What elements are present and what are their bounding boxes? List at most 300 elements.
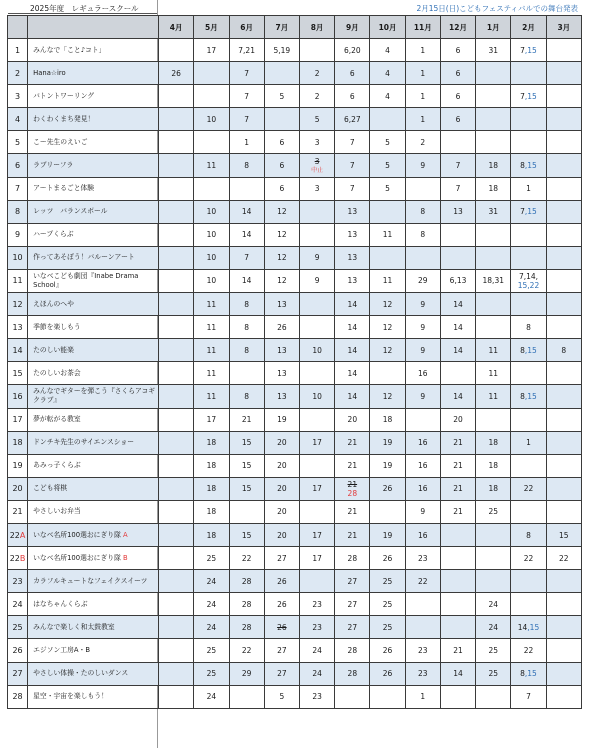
date-cell: 7,14, 15,22 [511,269,546,292]
row-number: 21 [8,500,28,523]
school-name: はなちゃんくらぶ [28,593,159,616]
date-cell [159,269,194,292]
document-title: 2025年度 レギュラースクール [30,4,139,13]
date-cell: 26 [370,662,405,685]
date-cell [159,200,194,223]
date-cell: 27 [264,547,299,570]
date-cell: 11 [476,362,511,385]
date-cell: 22 [511,639,546,662]
school-name: みんなで「こと♪コト」 [28,39,159,62]
row-number: 12 [8,293,28,316]
date-cell: 25 [194,639,229,662]
date-cell: 25 [370,593,405,616]
date-cell: 21 [440,500,475,523]
row-number: 1 [8,39,28,62]
date-cell: 13 [335,200,370,223]
table-row [8,570,582,593]
date-cell [194,85,229,108]
date-cell [546,685,581,708]
date-cell: 14 [335,316,370,339]
date-cell: 12 [370,385,405,408]
date-cell: 16 [405,454,440,477]
month-header: 5月 [194,16,229,39]
school-name: みんなで楽しく和太鼓教室 [28,616,159,639]
date-cell: 17 [194,408,229,431]
table-row [8,500,582,523]
date-cell: 25 [194,662,229,685]
date-cell: 17 [299,523,334,546]
date-cell [299,408,334,431]
date-cell [476,108,511,131]
date-cell [299,500,334,523]
date-cell [546,431,581,454]
date-cell [546,85,581,108]
date-cell: 18 [476,154,511,177]
row-number: 9 [8,223,28,246]
month-header: 10月 [370,16,405,39]
table-row [8,269,582,292]
table-row [8,85,582,108]
date-cell [159,523,194,546]
date-cell [159,293,194,316]
row-number: 20 [8,477,28,500]
date-cell [546,477,581,500]
date-cell: 26 [370,477,405,500]
table-row [8,547,582,570]
date-cell: 6 [440,62,475,85]
row-number: 28 [8,685,28,708]
table-row [8,639,582,662]
row-number: 13 [8,316,28,339]
date-cell: 8 [511,316,546,339]
date-cell [511,408,546,431]
row-number: 23 [8,570,28,593]
date-cell: 6 [440,108,475,131]
school-name: 夢が転がる教室 [28,408,159,431]
date-cell [440,547,475,570]
date-cell: 20 [264,477,299,500]
row-number: 15 [8,362,28,385]
date-cell: 20 [335,408,370,431]
row-number: 16 [8,385,28,408]
date-cell: 11 [194,385,229,408]
date-cell: 7 [229,62,264,85]
date-cell: 4 [370,85,405,108]
date-cell [546,500,581,523]
date-cell [229,500,264,523]
date-cell: 1 [511,431,546,454]
date-cell [194,177,229,200]
date-cell [299,454,334,477]
date-cell [194,62,229,85]
date-cell [511,62,546,85]
date-cell [476,85,511,108]
date-cell [440,362,475,385]
date-cell [370,500,405,523]
school-name: バトントワーリング [28,85,159,108]
table-row [8,108,582,131]
date-cell [546,223,581,246]
date-cell [229,362,264,385]
date-cell [370,108,405,131]
date-cell: 24 [476,593,511,616]
date-cell: 20 [264,431,299,454]
date-cell: 11 [194,154,229,177]
date-cell [546,293,581,316]
date-cell: 17 [299,477,334,500]
date-cell: 5 [264,685,299,708]
date-cell: 24 [299,662,334,685]
date-cell [511,293,546,316]
schedule-table [7,15,582,709]
date-cell: 19 [370,454,405,477]
row-number: 5 [8,131,28,154]
date-cell: 18 [476,477,511,500]
date-cell: 12 [370,293,405,316]
date-cell: 25 [476,500,511,523]
date-cell [159,685,194,708]
date-cell [476,293,511,316]
row-number: 18 [8,431,28,454]
school-name: たのしい能楽 [28,339,159,362]
date-cell: 21 [440,477,475,500]
date-cell: 26 [370,639,405,662]
school-name: わくわくまち発見！ [28,108,159,131]
date-cell: 14 [440,339,475,362]
table-row [8,293,582,316]
date-cell: 5,19 [264,39,299,62]
date-cell [159,246,194,269]
date-cell [546,200,581,223]
date-cell: 7 [511,685,546,708]
date-cell: 13 [440,200,475,223]
date-cell [405,616,440,639]
date-cell: 11 [194,293,229,316]
date-cell [546,177,581,200]
date-cell [546,454,581,477]
date-cell: 25 [194,547,229,570]
date-cell [476,685,511,708]
table-row [8,408,582,431]
date-cell: 7 [335,177,370,200]
date-cell: 8 [546,339,581,362]
date-cell [159,316,194,339]
date-cell [299,223,334,246]
date-cell: 7,15 [511,200,546,223]
date-cell: 28 [229,570,264,593]
date-cell [264,108,299,131]
date-cell: 7,15 [511,85,546,108]
date-cell: 11 [194,362,229,385]
date-cell: 28 [335,547,370,570]
date-cell: 20 [264,523,299,546]
school-name: カラフルキュートなフェイクスイーツ [28,570,159,593]
date-cell [370,685,405,708]
date-cell: 8 [405,200,440,223]
date-cell: 24 [194,593,229,616]
date-cell [299,200,334,223]
header-row [8,16,582,39]
row-number: 8 [8,200,28,223]
date-cell [476,316,511,339]
date-cell: 12 [264,200,299,223]
date-cell [159,362,194,385]
date-cell: 29 [229,662,264,685]
date-cell: 7,21 [229,39,264,62]
date-cell: 26 [264,593,299,616]
date-cell: 14 [229,223,264,246]
date-cell: 28 [229,593,264,616]
date-cell: 15 [546,523,581,546]
school-name: みんなでギターを弾こう『さくらアコギクラブ』 [28,385,159,408]
school-name: エジソン工房A・B [28,639,159,662]
date-cell: 6,27 [335,108,370,131]
date-cell: 10 [194,269,229,292]
date-cell [511,570,546,593]
date-cell: 19 [264,408,299,431]
row-number: 24 [8,593,28,616]
date-cell: 29 [405,269,440,292]
date-cell: 12 [370,339,405,362]
date-cell: 12 [264,223,299,246]
table-row [8,223,582,246]
date-cell [511,223,546,246]
date-cell [370,246,405,269]
date-cell: 7 [440,154,475,177]
school-name: 作ってあそぼう！バルーンアート [28,246,159,269]
date-cell [194,131,229,154]
table-row [8,200,582,223]
date-cell [405,177,440,200]
date-cell [476,523,511,546]
date-cell: 5 [264,85,299,108]
school-name: あみっ子くらぶ [28,454,159,477]
date-cell: 1 [405,85,440,108]
date-cell: 1 [405,39,440,62]
date-cell [511,500,546,523]
date-cell: 14,15 [511,616,546,639]
date-cell: 23 [405,547,440,570]
date-cell [440,593,475,616]
date-cell: 10 [194,200,229,223]
date-cell: 12 [264,246,299,269]
table-row [8,316,582,339]
date-cell [405,593,440,616]
date-cell: 21 [335,523,370,546]
date-cell: 5 [370,131,405,154]
date-cell: 1 [405,108,440,131]
date-cell: 25 [370,570,405,593]
date-cell: 11 [476,385,511,408]
header-num [8,16,28,39]
row-number: 22A [8,523,28,546]
date-cell [159,639,194,662]
date-cell [546,362,581,385]
date-cell: 23 [299,593,334,616]
date-cell: 1 [229,131,264,154]
school-name: やさしいお弁当 [28,500,159,523]
date-cell: 9 [405,154,440,177]
date-cell [159,570,194,593]
table-row [8,177,582,200]
date-cell [159,500,194,523]
date-cell: 15 [229,431,264,454]
month-header: 11月 [405,16,440,39]
date-cell [335,685,370,708]
date-cell [511,246,546,269]
month-header: 9月 [335,16,370,39]
date-cell [440,223,475,246]
date-cell: 20 [264,454,299,477]
date-cell [546,62,581,85]
date-cell [405,246,440,269]
date-cell: 1 [405,62,440,85]
school-name: 星空・宇宙を楽しもう！ [28,685,159,708]
date-cell: 5 [370,177,405,200]
date-cell: 25 [476,662,511,685]
date-cell: 8,15 [511,154,546,177]
date-cell [546,154,581,177]
date-cell [159,85,194,108]
date-cell [511,108,546,131]
school-name: こども将棋 [28,477,159,500]
date-cell [159,593,194,616]
row-number: 6 [8,154,28,177]
date-cell: 25 [370,616,405,639]
date-cell [546,246,581,269]
date-cell: 14 [440,385,475,408]
school-name: えほんのへや [28,293,159,316]
month-header: 12月 [440,16,475,39]
date-cell: 23 [405,662,440,685]
school-name: Hana☆iro [28,62,159,85]
date-cell [299,293,334,316]
date-cell [370,200,405,223]
date-cell [159,339,194,362]
date-cell: 2 [299,62,334,85]
date-cell [159,177,194,200]
date-cell: 11 [476,339,511,362]
date-cell: 19 [370,431,405,454]
date-cell: 14 [440,293,475,316]
date-cell: 22 [405,570,440,593]
row-number: 2 [8,62,28,85]
date-cell: 11 [370,269,405,292]
date-cell: 6 [264,154,299,177]
date-cell: 6 [335,85,370,108]
date-cell: 31 [476,200,511,223]
table-row [8,523,582,546]
date-cell: 8 [229,385,264,408]
school-name: ハープくらぶ [28,223,159,246]
date-cell: 22 [511,477,546,500]
date-cell [159,454,194,477]
month-header: 3月 [546,16,581,39]
date-cell: 13 [264,362,299,385]
date-cell: 6 [440,85,475,108]
date-cell: 12 [370,316,405,339]
date-cell: 2 [299,85,334,108]
date-cell: 21 28 [335,477,370,500]
row-number: 14 [8,339,28,362]
table-row [8,431,582,454]
school-name: アートまるごと体験 [28,177,159,200]
date-cell: 9 [405,339,440,362]
date-cell: 15 [229,477,264,500]
date-cell: 24 [299,639,334,662]
school-name: 季節を楽しもう [28,316,159,339]
date-cell [264,62,299,85]
date-cell [546,269,581,292]
date-cell: 22 [511,547,546,570]
month-header: 4月 [159,16,194,39]
date-cell [229,685,264,708]
date-cell: 7 [335,154,370,177]
date-cell: 24 [194,570,229,593]
date-cell: 21 [335,500,370,523]
date-cell: 10 [194,223,229,246]
date-cell: 10 [299,385,334,408]
date-cell: 13 [264,385,299,408]
school-name: ラブリーフラ [28,154,159,177]
date-cell: 27 [264,639,299,662]
date-cell [159,154,194,177]
date-cell: 28 [335,639,370,662]
date-cell: 8 [229,293,264,316]
month-header: 2月 [511,16,546,39]
table-row [8,246,582,269]
date-cell: 10 [299,339,334,362]
date-cell: 19 [370,523,405,546]
date-cell: 25 [476,639,511,662]
date-cell: 14 [335,362,370,385]
month-header: 6月 [229,16,264,39]
date-cell: 11 [194,339,229,362]
date-cell [440,246,475,269]
date-cell: 8 [229,154,264,177]
date-cell: 18 [476,454,511,477]
school-name: いなべ名所100選おにぎり隊 A [28,523,159,546]
date-cell: 21 [440,454,475,477]
date-cell: 17 [299,547,334,570]
date-cell: 24 [476,616,511,639]
date-cell [546,131,581,154]
date-cell: 21 [440,431,475,454]
table-body [8,39,582,709]
date-cell [476,131,511,154]
table-row [8,62,582,85]
table-row [8,662,582,685]
date-cell [370,362,405,385]
date-cell: 28 [229,616,264,639]
date-cell [440,523,475,546]
date-cell [405,408,440,431]
date-cell: 20 [264,500,299,523]
date-cell: 28 [335,662,370,685]
date-cell: 14 [335,385,370,408]
date-cell: 7,15 [511,39,546,62]
date-cell: 13 [335,246,370,269]
date-cell [546,593,581,616]
date-cell [546,662,581,685]
date-cell [546,316,581,339]
date-cell [546,616,581,639]
date-cell: 6 [335,62,370,85]
date-cell: 16 [405,477,440,500]
date-cell: 23 [299,685,334,708]
date-cell: 6 [264,177,299,200]
date-cell: 21 [335,431,370,454]
